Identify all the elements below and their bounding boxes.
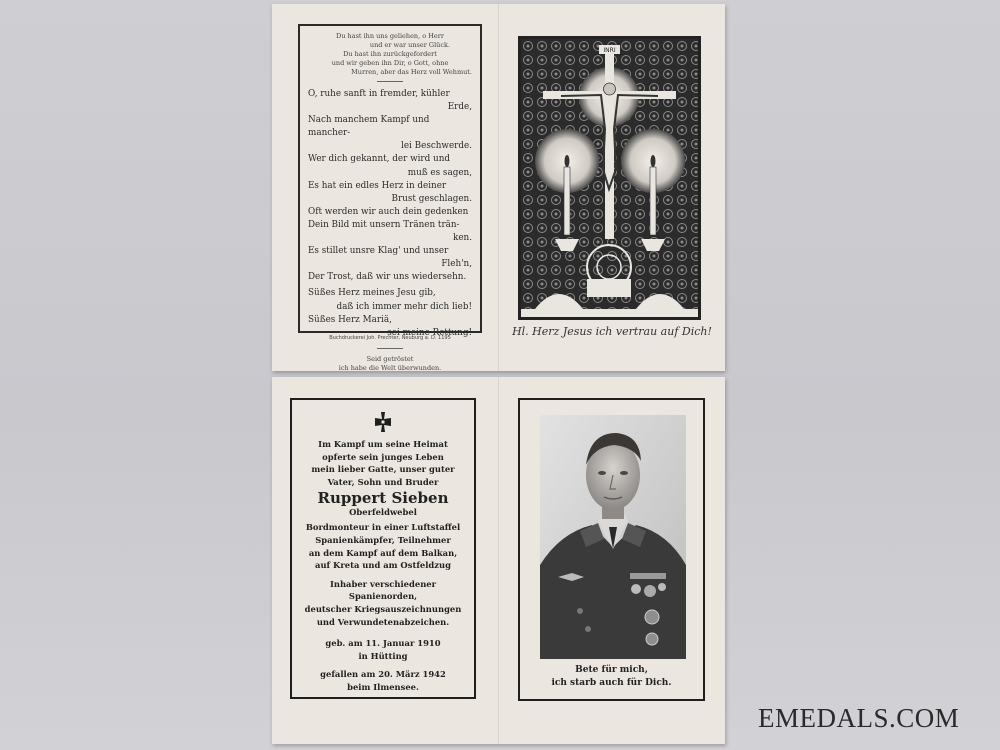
obituary-line: Im Kampf um seine Heimat	[318, 439, 448, 449]
poem-line: Nach manchem Kampf und mancher-	[308, 115, 430, 139]
obituary-line: Inhaber verschiedener Spanienorden,	[329, 578, 437, 602]
divider	[377, 81, 403, 82]
poem-line: Wer dich gekannt, der wird und	[308, 154, 451, 165]
obituary-death	[300, 668, 466, 693]
obituary-line: an dem Kampf auf dem Balkan,	[308, 547, 458, 558]
obituary-service	[300, 521, 466, 571]
poem-line: Oft werden wir auch dein gedenken	[308, 206, 469, 217]
poem-line: ken.	[453, 233, 472, 244]
obituary-line: gefallen am 20. März 1942	[320, 669, 446, 680]
poem-line: Es hat ein edles Herz in deiner	[308, 180, 447, 191]
poem-intro-line: und wir geben ihn Dir, o Gott, ohne	[331, 59, 449, 67]
prayer-card-back	[272, 4, 725, 371]
poem-ending-line: ich habe die Welt überwunden.	[338, 363, 442, 372]
portrait-caption-line: Bete für mich,	[575, 665, 648, 675]
obituary-line: opferte sein junges Leben	[322, 451, 444, 462]
printer-imprint: Buchdruckerei Joh. Prechter, Neuburg a. D. 1195	[329, 335, 451, 341]
obituary-panel	[290, 398, 476, 699]
portrait-caption	[520, 664, 703, 690]
prayer-card-front	[272, 377, 725, 744]
poem-intro-line: Murren, aber das Herz voll Wehmut.	[351, 68, 472, 76]
portrait-caption-line: ich starb auch für Dich.	[551, 678, 672, 688]
obituary-line: Spanienkämpfer, Teilnehmer	[315, 534, 451, 545]
obituary-birth	[300, 637, 466, 662]
crucifix-image	[521, 39, 698, 317]
poem-line: Süßes Herz meines Jesu gib,	[308, 288, 436, 299]
portrait-image	[540, 415, 686, 659]
emedals-watermark: EMEDALS.COM	[758, 703, 960, 733]
fold-line	[498, 377, 499, 744]
obituary-line: mein lieber Gatte, unser guter	[311, 464, 455, 475]
poem-intro-line: Du hast ihn uns geliehen, o Herr	[336, 32, 444, 40]
poem-line: sei meine Rettung!	[387, 327, 472, 338]
obituary-honors	[300, 578, 466, 628]
poem-line: Fleh'n,	[441, 259, 472, 270]
obituary-line: deutscher Kriegsauszeichnungen	[304, 603, 462, 614]
obituary-intro	[300, 438, 466, 488]
inri-plaque: INRI	[603, 47, 616, 54]
poem-ending-line: Seid getröstet	[366, 354, 414, 363]
poem-intro	[308, 32, 472, 77]
deceased-rank: Oberfeldwebel	[349, 507, 417, 518]
poem-line: Der Trost, daß wir uns wiedersehn.	[308, 272, 467, 283]
soldier-portrait	[540, 415, 686, 659]
obituary-line: in Hütting	[358, 650, 408, 661]
poem-line: Es stillet unsre Klag' und unser	[308, 246, 449, 257]
poem-line: Erde,	[447, 102, 472, 113]
poem-line: muß es sagen,	[407, 167, 472, 178]
fold-line	[498, 4, 499, 371]
poem-line: O, ruhe sanft in fremder, kühler	[308, 89, 450, 99]
deceased-name: Ruppert Sieben	[317, 489, 449, 508]
poem-line: Süßes Herz Mariä,	[308, 314, 392, 325]
poem-line: Dein Bild mit unsern Tränen trän-	[308, 219, 460, 230]
iron-cross-icon	[373, 412, 393, 432]
obituary-line: Bordmonteur in einer Luftstaffel	[305, 522, 461, 533]
obituary-line: geb. am 11. Januar 1910	[325, 638, 441, 649]
crucifix-caption: Hl. Herz Jesus ich vertrau auf Dich!	[512, 325, 712, 338]
portrait-frame	[518, 398, 705, 701]
obituary-line: Vater, Sohn und Bruder	[327, 476, 439, 487]
poem-line: daß ich immer mehr dich lieb!	[336, 301, 472, 312]
poem-intro-line: Du hast ihn zurückgefordert	[343, 50, 437, 58]
poem-ending	[308, 355, 472, 373]
poem-intro-line: und er war unser Glück.	[369, 41, 450, 49]
obituary-line: auf Kreta und am Ostfeldzug	[315, 560, 451, 571]
crucifix-illustration	[518, 36, 701, 320]
poem-line: Brust geschlagen.	[391, 193, 472, 204]
divider	[377, 348, 403, 349]
obituary-line: beim Ilmensee.	[347, 681, 419, 692]
poem-line: lei Beschwerde.	[401, 141, 472, 152]
obituary-line: und Verwundetenabzeichen.	[316, 616, 450, 627]
poem-verses	[308, 88, 472, 340]
